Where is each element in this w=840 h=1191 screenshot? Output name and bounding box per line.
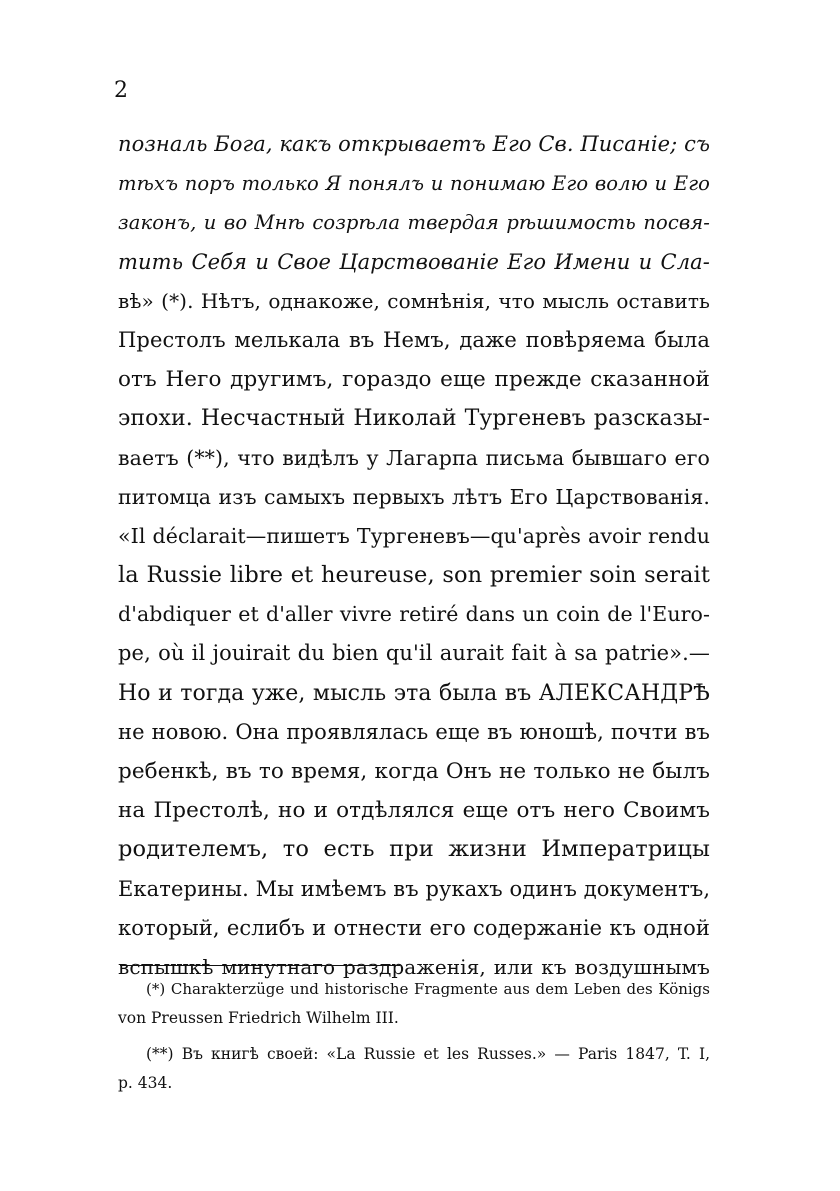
body-line: законъ, и во Мнѣ созрѣла твердая рѣшимость посвя- [118,211,710,235]
body-line: ваетъ (**), что видѣлъ у Лагарпа письма бывшаго его [118,445,710,470]
body-line: отъ Него другимъ, гораздо еще прежде сказанной [118,367,710,393]
body-line: вспышкѣ минутнаго раздраженія, или къ воздушнымъ [118,954,710,979]
body-text [118,125,710,987]
footnote-line: p. 434. [118,1074,173,1092]
body-line: который, еслибъ и отнести его содержаніе къ одной [118,915,710,940]
body-line: не новою. Она проявлялась еще въ юношѣ, почти въ [118,719,710,744]
footnote-line: (**) Въ книгѣ своей: «La Russie et les Russes.» — Paris 1847, T. I, [146,1045,710,1063]
body-line: на Престолѣ, но и отдѣлялся еще отъ него Своимъ [118,798,710,824]
body-line: ребенкѣ, въ то время, когда Онъ не только не былъ [118,759,710,784]
body-line: «Il déclarait—пишетъ Тургеневъ—qu'après avoir rendu [118,523,710,548]
body-line: d'abdiquer et d'aller vivre retiré dans un coin de l'Euro- [118,602,710,627]
footnote-line: von Preussen Friedrich Wilhelm III. [118,1009,399,1027]
body-line: вѣ» (*). Нѣтъ, однакоже, сомнѣнія, что мысль оставить [118,288,710,313]
body-line: тить Себя и Свое Царствованіе Его Имени и Сла- [118,249,710,274]
body-line: питомца изъ самыхъ первыхъ лѣтъ Его Царствованія. [118,484,710,509]
body-line: родителемъ, то есть при жизни Императрицы [118,836,710,863]
body-line: Но и тогда уже, мысль эта была въ АЛЕКСАНДРѢ [118,680,710,706]
body-line: Престолъ мелькала въ Немъ, даже повѣряема была [118,327,710,352]
body-line: la Russie libre et heureuse, son premier soin serait [118,562,710,589]
body-line: pe, où il jouirait du bien qu'il aurait fait à sa patrie».— [118,641,710,666]
footnotes [118,975,710,1098]
footnote-divider [120,965,400,966]
page-number: 2 [114,78,128,103]
footnote-1 [118,975,710,1033]
body-line: тѣхъ поръ только Я понялъ и понимаю Его волю и Его [118,172,710,196]
body-line: позналь Бога, какъ открываетъ Его Св. Писаніе; съ [118,132,711,156]
body-line: Екатерины. Мы имѣемъ въ рукахъ одинъ документъ, [118,876,711,901]
footnote-line: (*) Charakterzüge und historische Fragmente aus dem Leben des Königs [146,980,710,998]
footnote-2 [118,1040,710,1098]
body-line: эпохи. Несчастный Николай Тургеневъ разсказы- [118,406,710,432]
